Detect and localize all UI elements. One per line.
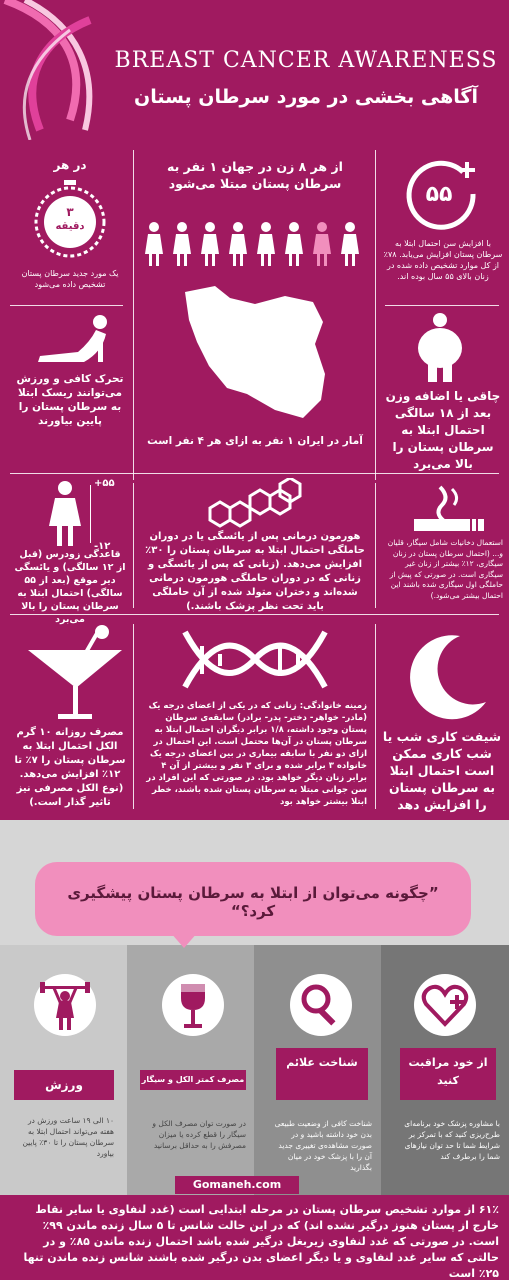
heart-plus-icon — [412, 972, 478, 1038]
divider — [133, 624, 134, 809]
smoking-text: استعمال دخانیات شامل سیگار، قلیان و... (احتمال سرطان پستان در زنان سیگاری، ۱۲٪ بیشتر از زنان غیر سیگاری است. در صورتی که پیش از حاملگی اول سیگاری شده باشند این احتمال بیشتر می‌شود.) — [387, 538, 503, 600]
world-stat: از هر ۸ زن در جهان ۱ نفر به سرطان پستان مبتلا می‌شود — [167, 159, 343, 191]
night-shift-text: شیفت کاری شب یا شب کاری ممکن است احتمال ابتلا به سرطان پستان را افزایش دهد — [382, 729, 502, 812]
prevention-tag-alcohol: مصرف کمتر الکل و سیگار — [140, 1070, 246, 1090]
hormone-molecule-icon — [200, 478, 310, 530]
obese-figure-icon — [410, 312, 470, 382]
puberty-bottom-age: -۱۲ — [94, 541, 111, 552]
clock-number: ۳ — [66, 205, 74, 219]
hormone-text: هورمون درمانی پس از یائسگی یا در دوران حاملگی احتمال ابتلا به سرطان پستان را ۳۰٪ افزایش می‌دهد. (زنانی که پس از یائسگی و زنانی که در دوران حاملگی هورمون درمانی شده‌اند و دختران متولد شده از آن حاملگی باید تحت نظر پزشک باشند.) — [145, 531, 365, 612]
genetic-text: زمینه خانوادگی: زنانی که در یکی از اعضای درجه یک (مادر- خواهر- دختر- پدر- برادر) سابقه‌ی سرطان پستان وجود داشته، ۱/۸ برابر دیگران احتمال ابتلا به سرطان پستان در آن‌ها محتمل است. این احتمال در ازای دو نفر با سابقه بیماری در بین اعضای درجه یک خانواده ۳ برابر شده و برای ۳ نفر و بیشتر از آن ۴ برابر زنان دیگر خواهد بود. در صورتی که این افراد در سن جوانی مبتلا به سرطان پستان شده باشند، خطر ابتلا بیشتر خواهد بود — [146, 701, 367, 807]
prevention-tag-exercise: ورزش — [14, 1070, 114, 1100]
prevention-question: ”چگونه می‌توان از ابتلا به سرطان پستان پیشگیری کرد؟“ — [67, 884, 439, 920]
divider — [10, 305, 123, 306]
title-english: BREAST CANCER AWARENESS — [114, 48, 498, 73]
prevention-text-selfcare: با مشاوره پزشک خود برنامه‌ای طرح‌ریزی کنید که با تمرکز بر شرایط شما تا حد توان نیازهای شما را برطرف کند — [404, 1119, 500, 1161]
pink-ribbon-logo — [0, 0, 110, 140]
weight-text: چاقی یا اضافه وزن بعد از ۱۸ سالگی احتمال ابتلا به سرطان پستان را بالا می‌برد — [385, 389, 501, 471]
clock-icon — [30, 180, 110, 260]
yoga-pose-icon — [20, 312, 120, 367]
prevention-tag-selfcare: از خود مراقبت کنید — [400, 1048, 496, 1100]
clock-caption: یک مورد جدید سرطان پستان تشخیص داده می‌شود — [21, 269, 119, 289]
prevention-text-symptoms: شناخت کافی از وضعیت طبیعی بدن خود داشته باشید و در صورت مشاهده‌ی تغییری جدید آن را با پزشک خود در میان بگذارید — [274, 1119, 372, 1172]
age-range-line — [90, 485, 91, 543]
woman-figure-icon — [45, 480, 85, 548]
dna-icon — [180, 622, 330, 697]
title-persian: آگاهی بخشی در مورد سرطان پستان — [134, 86, 478, 108]
divider — [375, 150, 376, 480]
divider — [10, 473, 499, 474]
clock-label: در هر — [53, 158, 87, 172]
women-figures-icon — [142, 220, 368, 270]
iran-map-icon — [175, 282, 335, 422]
prevention-tag-symptoms: شناخت علائم — [276, 1048, 368, 1100]
prevention-text-alcohol: در صورت توان مصرف الکل و سیگار را قطع کرده یا میزان مصرفش را به حداقل برسانید — [152, 1119, 246, 1150]
cocktail-glass-icon — [20, 622, 130, 722]
iran-stat: آمار در ایران ۱ نفر به ازای هر ۴ نفر است — [147, 435, 363, 447]
magnifier-icon — [288, 972, 354, 1038]
clock-unit: دقیقه — [55, 221, 85, 232]
exercise-text: تحرک کافی و ورزش می‌توانند ریسک ابتلا به سرطان پستان را پایین بیاورند — [16, 373, 124, 427]
cigarette-icon — [410, 483, 490, 533]
puberty-top-age: +۵۵ — [94, 478, 115, 489]
crescent-moon-icon — [410, 632, 490, 722]
age-text: با افزایش سن احتمال ابتلا به سرطان پستان افزایش می‌یابد. ۷۸٪ از کل موارد تشخیص داده شده در زنان بالای ۵۵ سال بوده اند. — [383, 239, 503, 281]
age-number: ۵۵ — [425, 182, 453, 207]
divider — [133, 150, 134, 480]
question-bubble-tail — [170, 932, 198, 948]
divider — [375, 483, 376, 608]
puberty-text: قاعدگی زودرس (قبل از ۱۲ سالگی) و یائسگی دیر موقع (بعد از ۵۵ سالگی) احتمال ابتلا به سرطان پستان را بالا می‌برد — [14, 549, 126, 625]
divider — [133, 483, 134, 608]
prevention-text-exercise: ۱۰ الی ۱۹ ساعت ورزش در هفته می‌تواند احتمال ابتلا به سرطان پستان را تا ۳۰٪ پایین بیاورد — [22, 1116, 114, 1158]
weightlifting-icon — [32, 972, 98, 1038]
alcohol-text: مصرف روزانه ۱۰ گرم الکل احتمال ابتلا به سرطان پستان را ۷٪ تا ۱۲٪ افزایش می‌دهد. (نوع الکل مصرفی نیز تاثیر گذار است.) — [14, 727, 126, 808]
divider — [385, 305, 499, 306]
wine-glass-icon — [160, 972, 226, 1038]
footer-text: ۶۱٪ از موارد تشخیص سرطان پستان در مرحله ابتدایی است (غدد لنفاوی یا سایر نقاط خارج از پستان هنوز درگیر نشده اند) که در این حالت شانس تا ۵ سال زنده ماندن ۹۹٪ است. در صورتی که غدد لنفاوی زیربغل درگیر شده باشد احتمال زنده ماندن ۸۵٪ و در حالتی که سایر غدد لنفاوی و یا دیگر اعضای بدن درگیر شده باشند شانس زنده ماندن تنها ۲۵٪ است — [23, 1203, 499, 1280]
divider — [375, 624, 376, 809]
website-label: Gomaneh.com — [175, 1176, 299, 1194]
